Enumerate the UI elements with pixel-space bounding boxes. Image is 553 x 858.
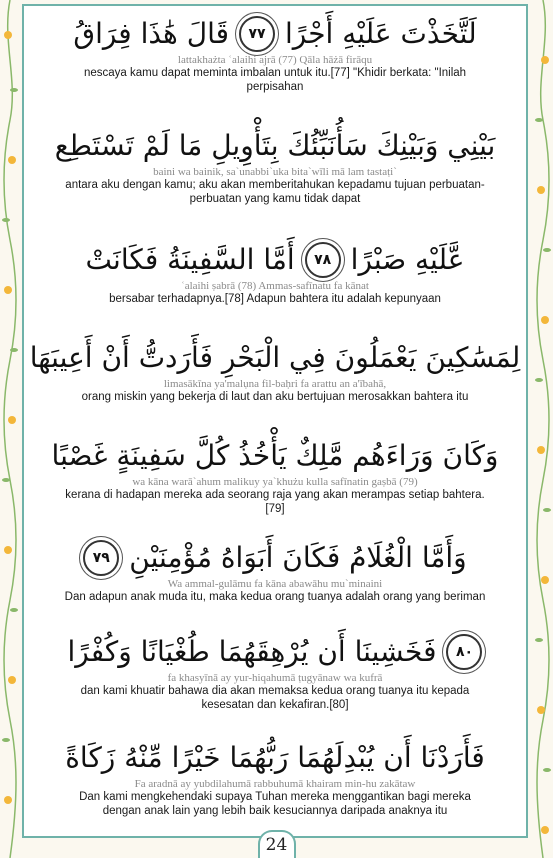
translation: nescaya kamu dapat meminta imbalan untuk itu.[77] "Khidir berkata: "Inilah perpisahan — [83, 67, 467, 93]
arabic-text: فَأَرَدْنَا أَن يُبْدِلَهُمَا رَبُّهُمَا خَيْرًا مِّنْهُ زَكَاةً — [65, 741, 485, 774]
arabic-line — [24, 12, 526, 56]
translation: orang miskin yang bekerja di laut dan aku bertujuan merosakkan bahtera itu — [81, 391, 469, 403]
arabic-line — [24, 536, 526, 580]
verse-block-7 — [24, 630, 526, 712]
floral-border-right — [533, 0, 553, 858]
arabic-text: فَخَشِينَا أَن يُرْهِقَهُمَا طُغْيَانًا وَكُفْرًا — [67, 635, 437, 668]
arabic-text: وَكَانَ وَرَاءَهُم مَّلِكٌ يَأْخُذُ كُلَّ سَفِينَةٍ غَصْبًا — [51, 439, 499, 472]
verse-block-6 — [24, 536, 526, 604]
translation: antara aku dengan kamu; aku akan memberitahukan kepadamu tujuan perbuatan-perbuatan yang kamu tidak dapat — [65, 179, 485, 205]
transliteration: lattakhażta ʿalaihi ajrā (77) Qāla hāżā firāqu — [177, 54, 373, 66]
verse-block-2 — [24, 124, 526, 206]
arabic-text: عَّلَيْهِ صَبْرًا — [350, 243, 465, 276]
arabic-line — [24, 434, 526, 478]
translation: kerana di hadapan mereka ada seorang raja yang akan merampas setiap bahtera.[79] — [65, 489, 485, 515]
translation: Dan adapun anak muda itu, maka kedua orang tuanya adalah orang yang beriman — [64, 591, 486, 603]
verse-number-medallion: ٧٩ — [83, 540, 119, 576]
arabic-line — [24, 124, 526, 168]
arabic-text: أَمَّا السَّفِينَةُ فَكَانَتْ — [85, 243, 295, 276]
translation: dan kami khuatir bahawa dia akan memaksa kedua orang tuanya itu kepada kesesatan dan kekafiran.[80] — [80, 685, 470, 711]
arabic-line — [24, 238, 526, 282]
verse-block-4 — [24, 336, 526, 404]
arabic-line — [24, 336, 526, 380]
translation: bersabar terhadapnya.[78] Adapun bahtera itu adalah kepunyaan — [109, 293, 441, 305]
transliteration: limasākīna ya'malụna fil-baḥri fa arattu an a'ībahā, — [163, 378, 387, 390]
translation: Dan kami mengkehendaki supaya Tuhan mereka menggantikan bagi mereka dengan anak lain yang lebih baik kesuciannya daripada anaknya itu — [79, 791, 471, 817]
transliteration: Wa ammal-gulāmu fa kāna abawāhu mu`minaini — [167, 578, 383, 590]
arabic-line — [24, 630, 526, 674]
transliteration: fa khasyīnā ay yur-hiqahumā ṭugyānaw wa kufrā — [167, 672, 383, 684]
arabic-text: قَالَ هَٰذَا فِرَاقُ — [73, 17, 229, 50]
verse-number-medallion: ٧٨ — [305, 242, 341, 278]
verse-number-medallion: ٨٠ — [446, 634, 482, 670]
arabic-line — [24, 736, 526, 780]
arabic-text: وَأَمَّا الْغُلَامُ فَكَانَ أَبَوَاهُ مُؤْمِنَيْنِ — [129, 541, 467, 574]
verse-block-5 — [24, 434, 526, 516]
verse-block-3 — [24, 238, 526, 306]
transliteration: ʿalaihi ṣabrā (78) Ammas-safīnatu fa kānat — [181, 280, 369, 292]
transliteration: wa kāna warā`ahum malikuy ya`khużu kulla safīnatin gaṣbā (79) — [132, 476, 418, 488]
arabic-text: لِمَسَٰكِينَ يَعْمَلُونَ فِي الْبَحْرِ فَأَرَدتُّ أَنْ أَعِيبَهَا — [29, 341, 521, 374]
verse-block-1 — [24, 12, 526, 94]
arabic-text: لَتَّخَذْتَ عَلَيْهِ أَجْرًا — [284, 17, 477, 50]
verse-block-8 — [24, 736, 526, 818]
verse-number-medallion: ٧٧ — [239, 16, 275, 52]
page-number: 24 — [258, 830, 296, 858]
floral-border-left — [0, 0, 20, 858]
arabic-text: بَيْنِي وَبَيْنِكَ سَأُنَبِّئُكَ بِتَأْوِيلِ مَا لَمْ تَسْتَطِع — [54, 129, 496, 162]
transliteration: baini wa bainik, sa`unabbi`uka bita`wīli mā lam tastaṭi` — [153, 166, 397, 178]
page-frame — [22, 4, 528, 838]
transliteration: Fa aradnā ay yubdilahumā rabbuhumā khairam min-hu zakātaw — [134, 778, 416, 790]
